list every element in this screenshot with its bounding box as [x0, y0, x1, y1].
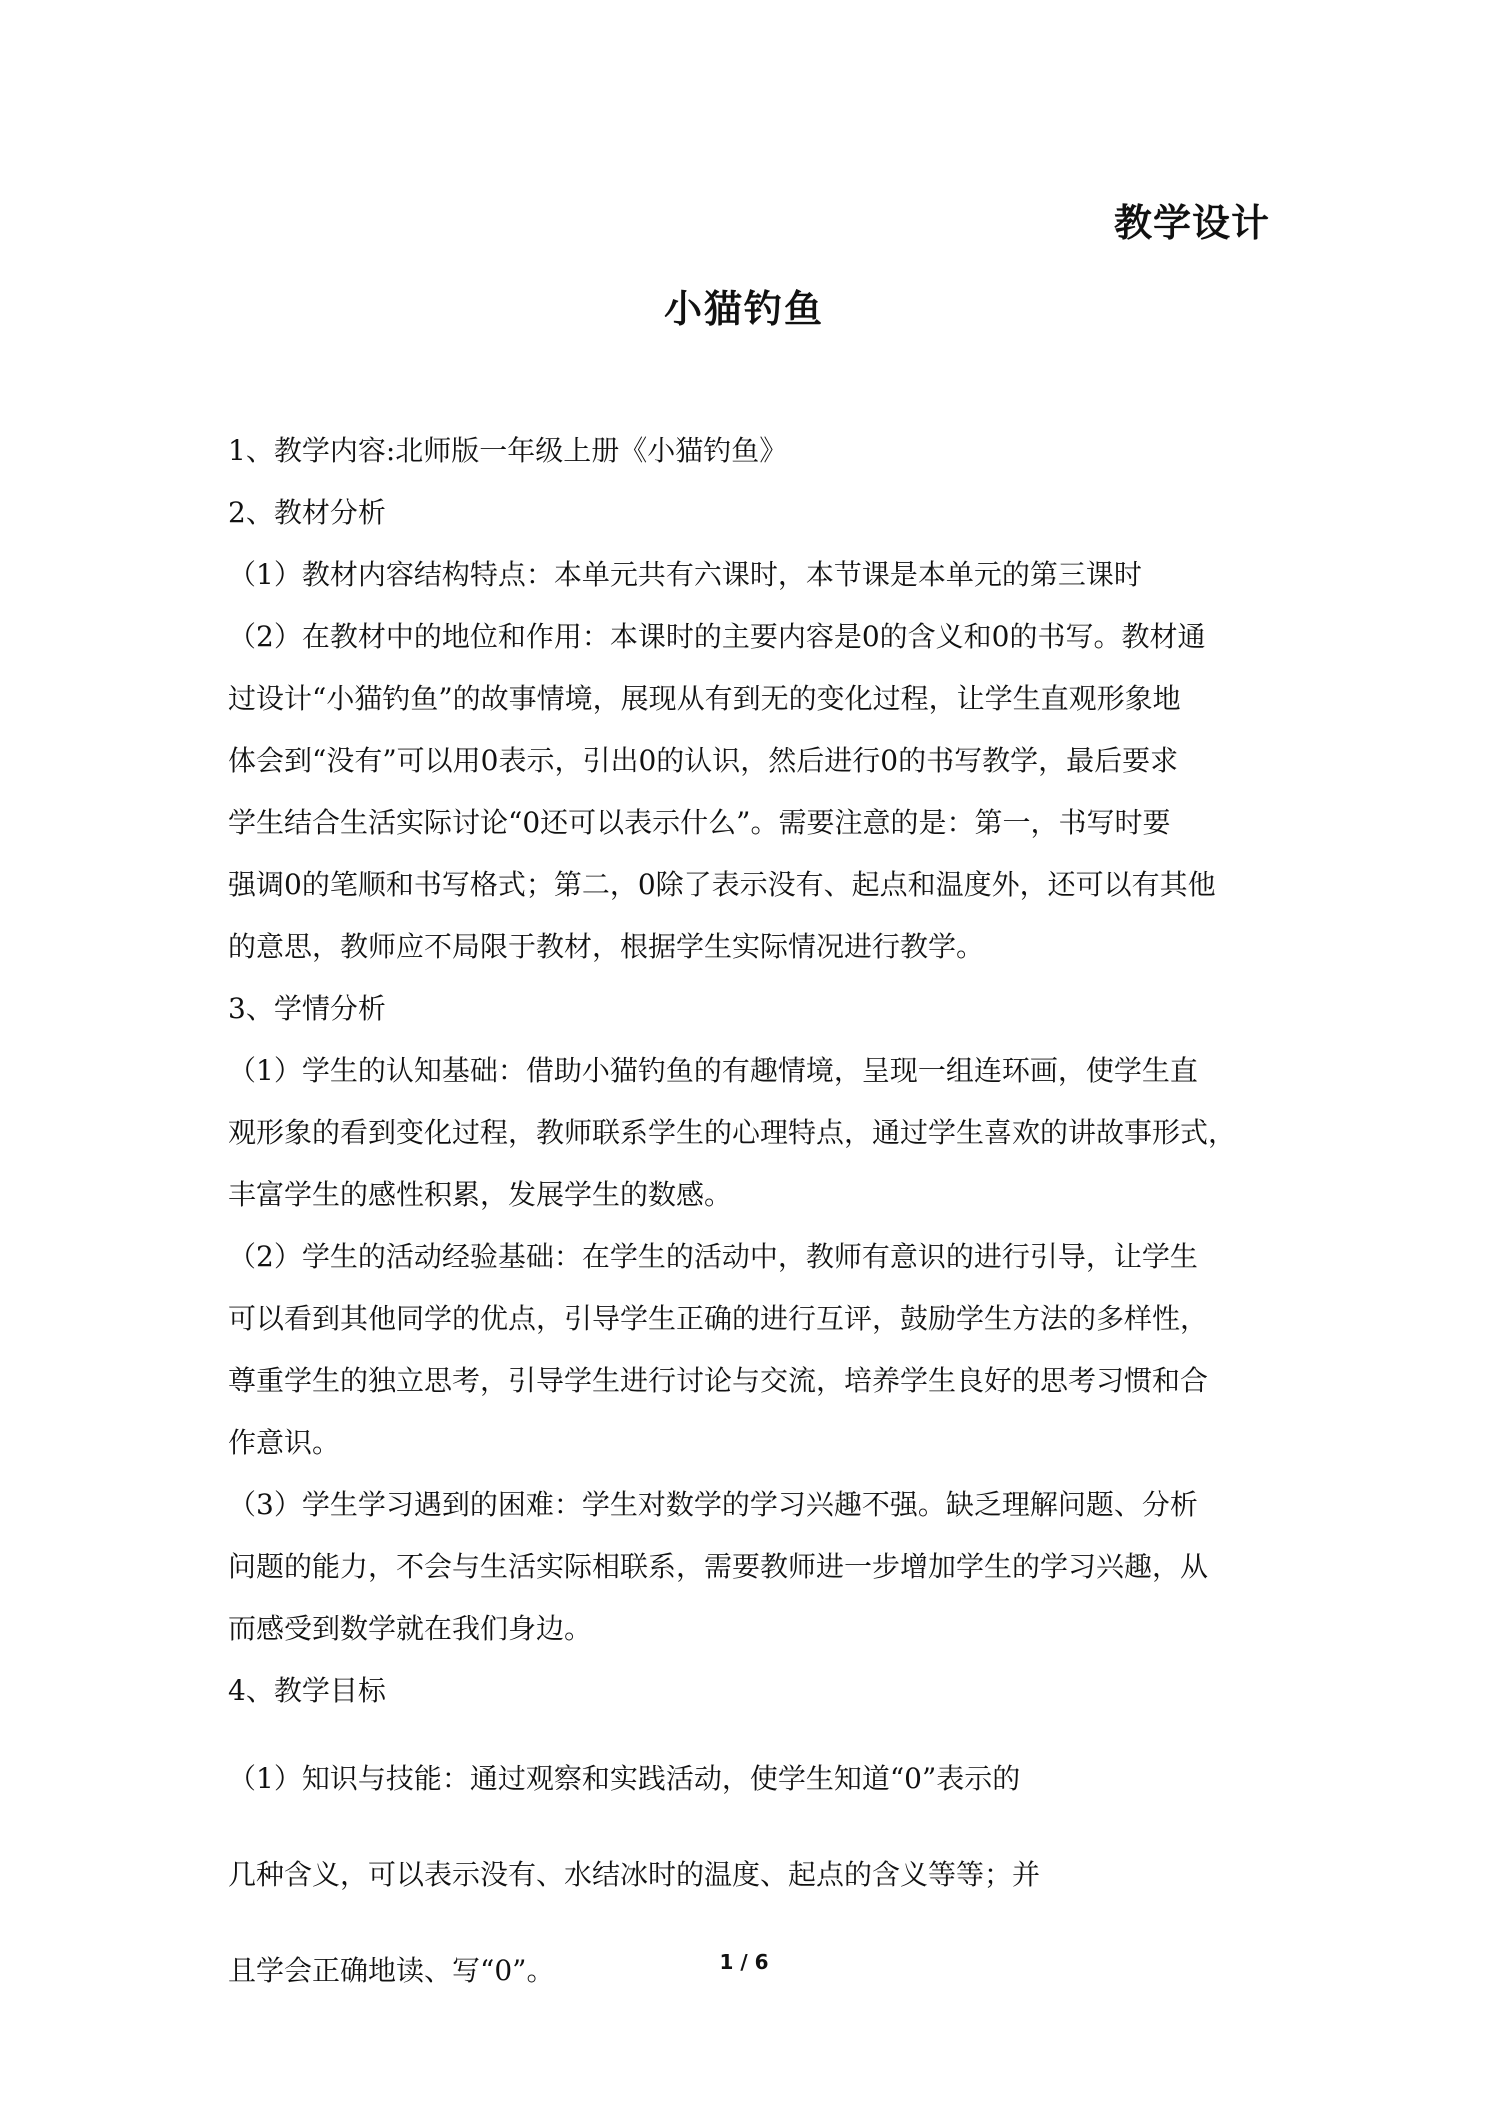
paragraph-line: （3）学生学习遇到的困难：学生对数学的学习兴趣不强。缺乏理解问题、分析 [228, 1488, 1198, 1521]
paragraph-line: 问题的能力，不会与生活实际相联系，需要教师进一步增加学生的学习兴趣，从 [228, 1550, 1209, 1583]
paragraph-line: 而感受到数学就在我们身边。 [228, 1612, 593, 1645]
paragraph-line: 作意识。 [228, 1426, 341, 1459]
paragraph-line: 丰富学生的感性积累，发展学生的数感。 [228, 1178, 733, 1211]
section-heading: 2、教材分析 [228, 496, 386, 529]
section-heading: 3、学情分析 [228, 992, 386, 1025]
document-title: 小猫钓鱼 [663, 287, 824, 331]
paragraph-line: （2）在教材中的地位和作用：本课时的主要内容是0的含义和0的书写。教材通 [228, 620, 1206, 653]
spacer [228, 1810, 1268, 1844]
paragraph-line: （2）学生的活动经验基础：在学生的活动中，教师有意识的进行引导，让学生 [228, 1240, 1198, 1273]
paragraph-line: （1）知识与技能：通过观察和实践活动，使学生知道“0”表示的 [228, 1762, 1021, 1795]
page-number: 1 / 6 [719, 1950, 769, 1974]
paragraph-line: 学生结合生活实际讨论“0还可以表示什么”。需要注意的是：第一，书写时要 [228, 806, 1171, 839]
spacer [228, 1722, 1268, 1748]
paragraph-line: 的意思，教师应不局限于教材，根据学生实际情况进行教学。 [228, 930, 985, 963]
paragraph-line: 观形象的看到变化过程，教师联系学生的心理特点，通过学生喜欢的讲故事形式， [228, 1116, 1237, 1149]
paragraph-line: 且学会正确地读、写“0”。 [228, 1954, 555, 1987]
paragraph-line: 几种含义，可以表示没有、水结冰时的温度、起点的含义等等；并 [228, 1858, 1041, 1891]
paragraph-line: 1、教学内容:北师版一年级上册《小猫钓鱼》 [228, 434, 788, 467]
paragraph-line: 体会到“没有”可以用0表示，引出0的认识，然后进行0的书写教学，最后要求 [228, 744, 1179, 777]
paragraph-line: （1）教材内容结构特点：本单元共有六课时，本节课是本单元的第三课时 [228, 558, 1142, 591]
section-heading: 4、教学目标 [228, 1674, 386, 1707]
paragraph-line: 尊重学生的独立思考，引导学生进行讨论与交流，培养学生良好的思考习惯和合 [228, 1364, 1209, 1397]
paragraph-line: 过设计“小猫钓鱼”的故事情境，展现从有到无的变化过程，让学生直观形象地 [228, 682, 1181, 715]
paragraph-line: 可以看到其他同学的优点，引导学生正确的进行互评，鼓励学生方法的多样性， [228, 1302, 1209, 1335]
paragraph-line: 强调0的笔顺和书写格式；第二，0除了表示没有、起点和温度外，还可以有其他 [228, 868, 1216, 901]
header-title: 教学设计 [1113, 201, 1270, 245]
document-body [228, 420, 1268, 2002]
paragraph-line: （1）学生的认知基础：借助小猫钓鱼的有趣情境，呈现一组连环画，使学生直 [228, 1054, 1198, 1087]
spacer [228, 1906, 1268, 1940]
